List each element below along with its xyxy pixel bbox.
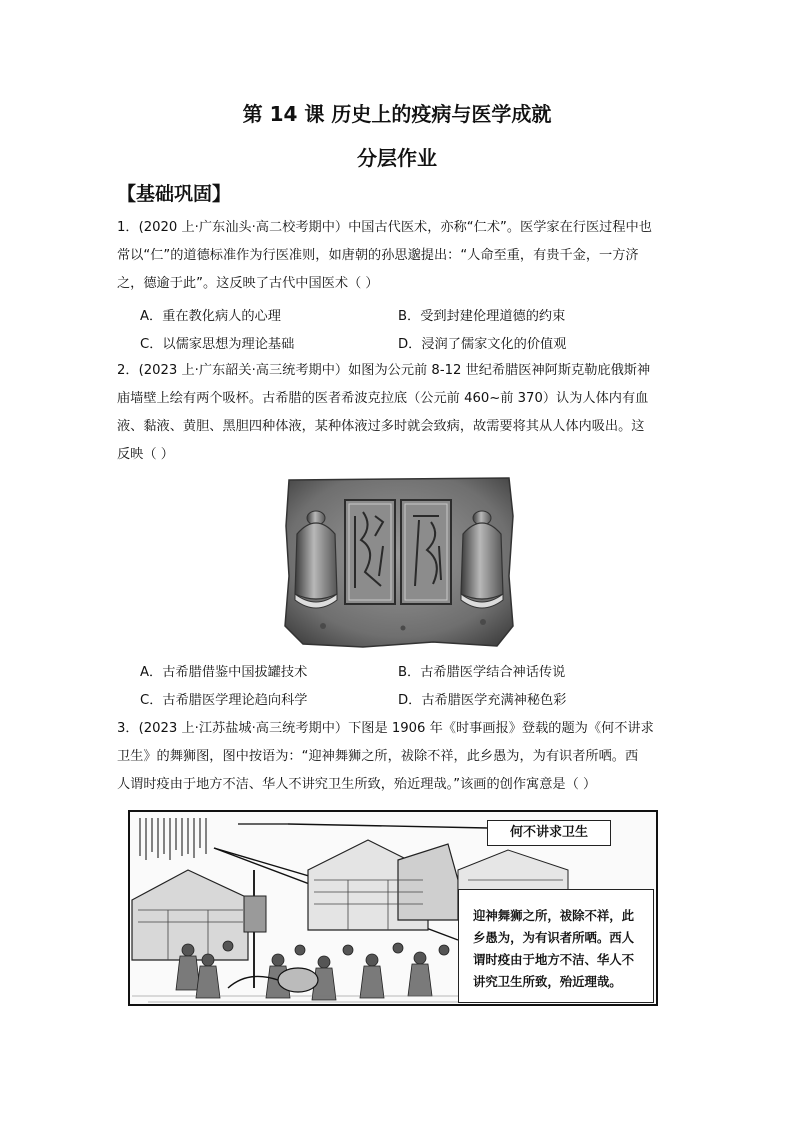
callout-title-box: 何不讲求卫生 [487,820,611,846]
page-title: 第 14 课 历史上的疫病与医学成就 [242,102,552,126]
question-2-option-c: C．古希腊医学理论趋向科学 [140,693,308,708]
question-line: 液、黏液、黄胆、黑胆四种体液，某种体液过多时就会致病，故需要将其从人体内吸出。这 [117,419,645,434]
question-line: 人谓时疫由于地方不洁、华人不讲究卫生所致，殆近理哉。”该画的创作寓意是（ ） [117,777,597,792]
question-line: 庙墙壁上绘有两个吸杯。古希腊的医者希波克拉底（公元前 460~前 370）认为人体内有血 [117,391,649,406]
section-heading: 【基础巩固】 [117,183,232,205]
callout-line: 迎神舞狮之所，祓除不祥，此 [473,908,635,923]
question-1-stem [117,214,677,298]
question-line: 反映（ ） [117,447,174,462]
question-2-option-b: B．古希腊医学结合神话传说 [398,665,566,680]
question-2-stem [117,357,677,469]
question-1-option-a: A．重在教化病人的心理 [140,309,281,324]
question-line: 3．(2023 上·江苏盐城·高三统考期中）下图是 1906 年《时事画报》登载的题为《何不讲求 [117,721,654,736]
callout-line: 谓时疫由于地方不洁、华人不 [473,952,635,967]
question-line: 常以“仁”的道德标准作为行医准则，如唐朝的孙思邈提出：“人命至重，有贵千金，一方济 [117,248,639,263]
page-subtitle: 分层作业 [357,146,437,170]
question-3-stem [117,715,677,799]
question-line: 之，德逾于此”。这反映了古代中国医术（ ） [117,276,379,291]
callout-caption-box [458,889,654,1003]
question-2-option-a: A．古希腊借鉴中国拔罐技术 [140,665,308,680]
callout-line: 乡愚为，为有识者所哂。西人 [473,930,635,945]
callout-line: 讲究卫生所致，殆近理哉。 [473,974,622,989]
greek-cupping-relief-image [283,476,515,648]
question-1-option-c: C．以儒家思想为理论基础 [140,337,295,352]
question-line: 卫生》的舞狮图，图中按语为：“迎神舞狮之所，祓除不祥，此乡愚为，为有识者所哂。西 [117,749,639,764]
question-1-option-d: D．浸润了儒家文化的价值观 [398,337,567,352]
question-line: 1．(2020 上·广东汕头·高二校考期中）中国古代医术，亦称“仁术”。医学家在行医过程中也 [117,220,652,235]
question-line: 2．(2023 上·广东韶关·高三统考期中）如图为公元前 8-12 世纪希腊医神阿斯克勒庇俄斯神 [117,363,651,378]
question-2-option-d: D．古希腊医学充满神秘色彩 [398,693,567,708]
question-1-option-b: B．受到封建伦理道德的约束 [398,309,566,324]
